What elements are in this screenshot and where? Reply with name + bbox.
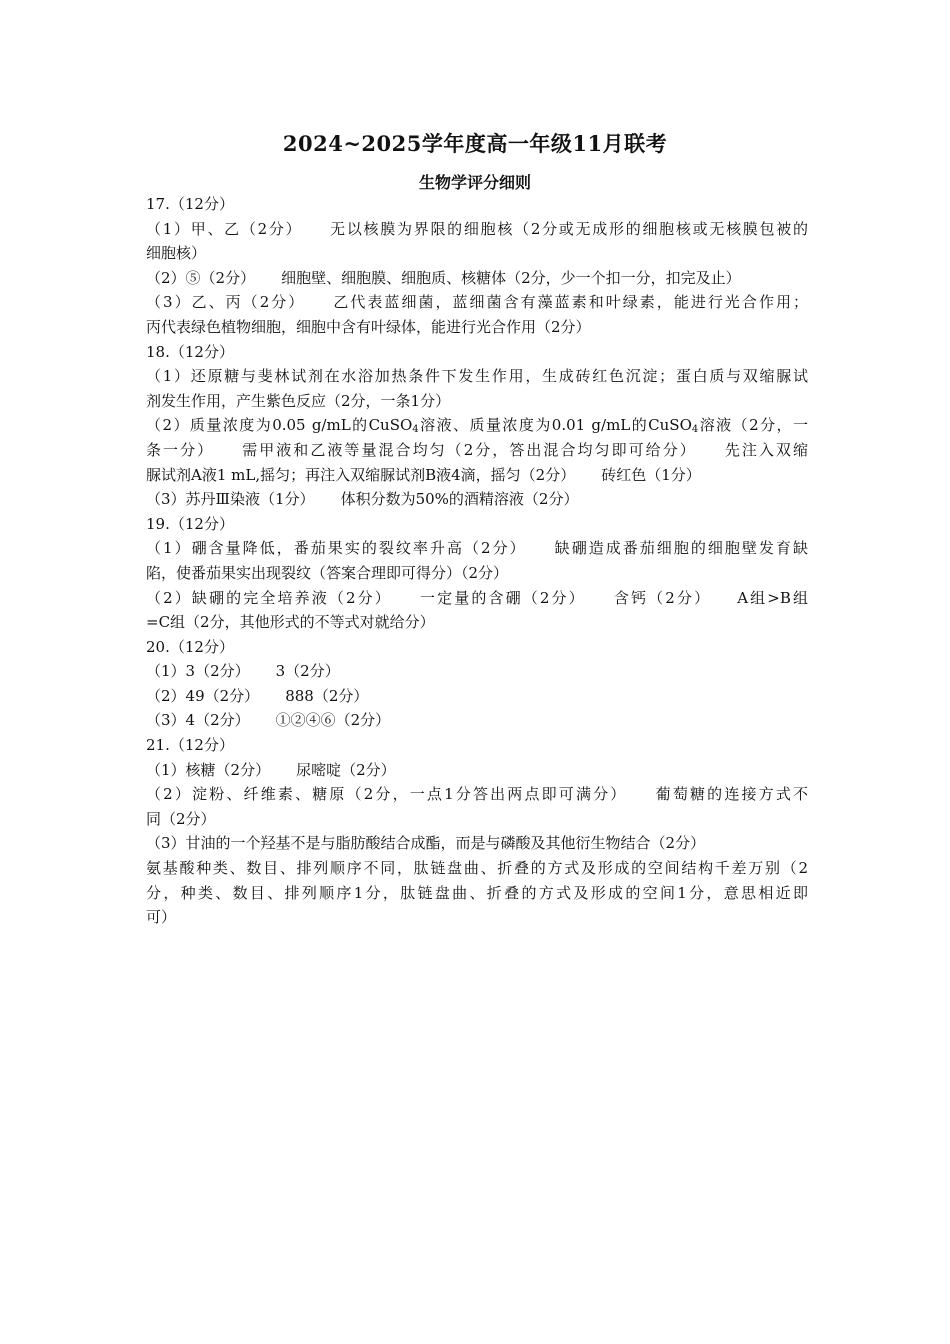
q21-line: 同（2分）	[146, 809, 216, 828]
q17-line: （1）甲、乙（2分） 无以核膜为界限的细胞核（2分或无成形的细胞核或无核膜包被的	[146, 219, 808, 238]
q17-line: （2）⑤（2分） 细胞壁、细胞膜、细胞质、核糖体（2分，少一个扣一分，扣完及止）	[146, 268, 741, 287]
page-title: 2024~2025学年度高一年级11月联考	[282, 131, 668, 156]
q17-line: （3）乙、丙（2分） 乙代表蓝细菌，蓝细菌含有藻蓝素和叶绿素，能进行光合作用；	[146, 293, 808, 312]
q20-line: （1）3（2分） 3（2分）	[146, 662, 340, 681]
q17-line: 细胞核）	[146, 244, 207, 263]
q19-line: =C组（2分，其他形式的不等式对就给分）	[146, 613, 435, 632]
q17-line: 丙代表绿色植物细胞，细胞中含有叶绿体，能进行光合作用（2分）	[146, 317, 591, 336]
q18-line: （3）苏丹Ⅲ染液（1分） 体积分数为50%的酒精溶液（2分）	[146, 490, 579, 509]
q18-line: （2）质量浓度为0.05 g/mL的CuSO$_4$溶液、质量浓度为0.01 g/mL的CuSO$_4$溶液（2分，一	[146, 416, 808, 436]
q18-line: 剂发生作用，产生紫色反应（2分，一条1分）	[146, 391, 451, 410]
q21-line: 可）	[146, 908, 177, 927]
q18-line: 条一分） 需甲液和乙液等量混合均匀（2分，答出混合均匀即可给分） 先注入双缩	[146, 440, 808, 459]
q17-header: 17.（12分）	[146, 195, 234, 213]
q18-line: （1）还原糖与斐林试剂在水浴加热条件下发生作用，生成砖红色沉淀；蛋白质与双缩脲试	[146, 367, 808, 386]
answer-body	[146, 192, 808, 930]
q19-line: 陷，使番茄果实出现裂纹（答案合理即可得分）（2分）	[146, 563, 509, 582]
q21-line: （2）淀粉、纤维素、糖原（2分，一点1分答出两点即可满分） 葡萄糖的连接方式不	[146, 785, 808, 804]
q20-line: （2）49（2分） 888（2分）	[146, 686, 369, 705]
page-subtitle: 生物学评分细则	[418, 173, 531, 192]
q18-header: 18.（12分）	[146, 342, 234, 361]
q21-line: （1）核糖（2分） 尿嘧啶（2分）	[146, 760, 396, 779]
q20-header: 20.（12分）	[146, 637, 234, 656]
q19-line: （1）硼含量降低，番茄果实的裂纹率升高（2分） 缺硼造成番茄细胞的细胞壁发育缺	[146, 539, 808, 558]
q20-line: （3）4（2分） ①②④⑥（2分）	[146, 711, 391, 730]
q18-line: 脲试剂A液1 mL,摇匀；再注入双缩脲试剂B液4滴，摇匀（2分） 砖红色（1分）	[146, 465, 701, 484]
q19-header: 19.（12分）	[146, 514, 234, 533]
q19-line: （2）缺硼的完全培养液（2分） 一定量的含硼（2分） 含钙（2分） A组>B组	[146, 588, 808, 607]
q21-header: 21.（12分）	[146, 736, 234, 755]
q21-line: 氨基酸种类、数目、排列顺序不同，肽链盘曲、折叠的方式及形成的空间结构千差万别（2	[146, 859, 808, 878]
q21-line: （3）甘油的一个羟基不是与脂肪酸结合成酯，而是与磷酸及其他衍生物结合（2分）	[146, 834, 706, 853]
q21-line: 分，种类、数目、排列顺序1分，肽链盘曲、折叠的方式及形成的空间1分，意思相近即	[146, 883, 808, 902]
